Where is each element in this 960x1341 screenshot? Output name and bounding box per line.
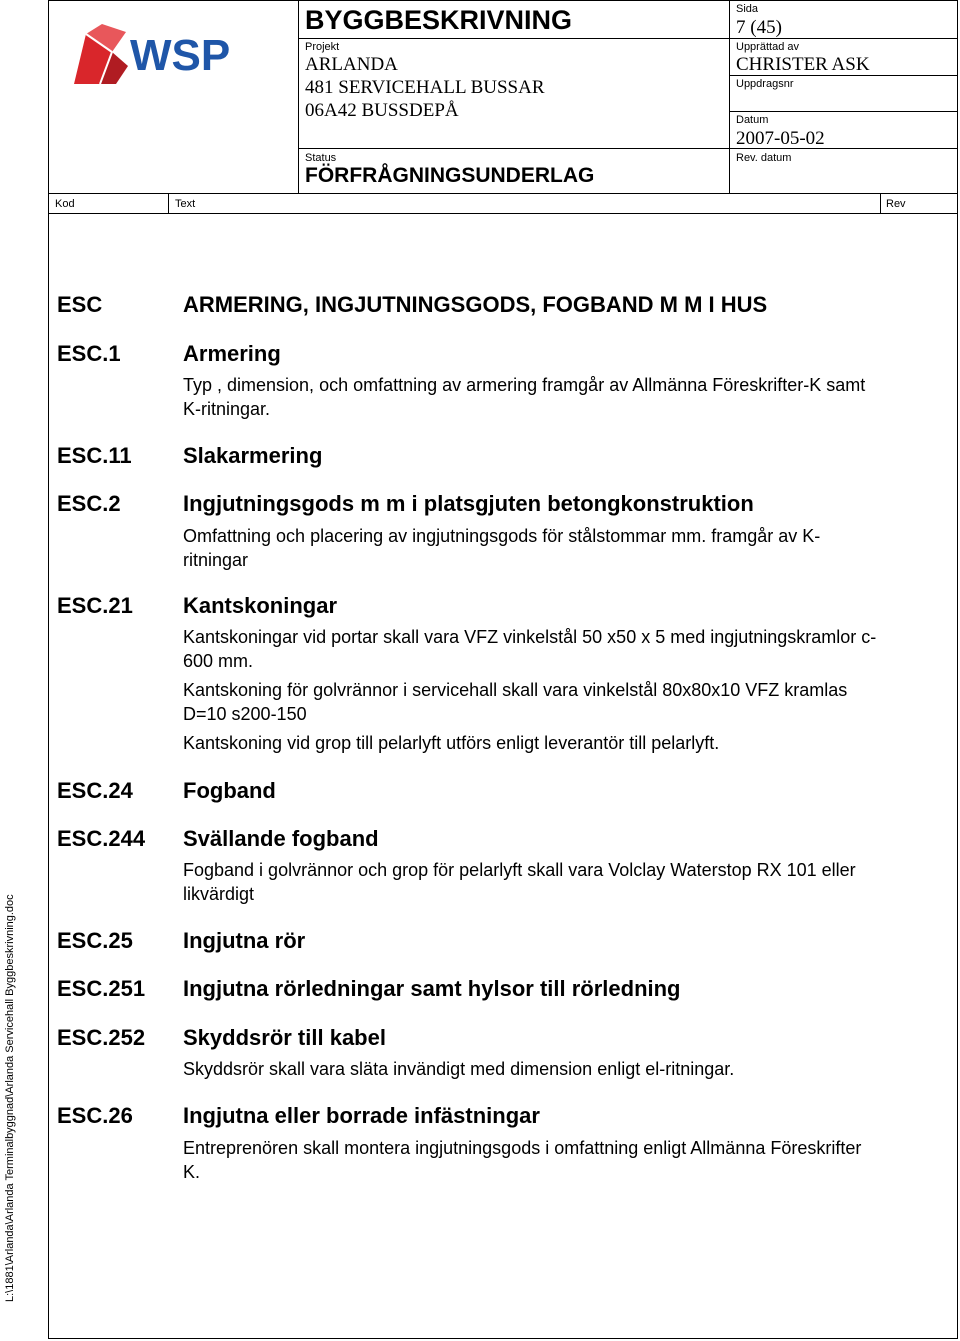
header-divider-right (729, 0, 730, 193)
column-header-rev: Rev (886, 198, 906, 210)
section-paragraph: Fogband i golvrännor och grop för pelarlyft skall vara Volclay Waterstop RX 101 eller likvärdigt (183, 860, 856, 904)
header-bottom-line (48, 193, 958, 194)
header-divider-left (298, 0, 299, 193)
section-heading: Skyddsrör till kabel (183, 1025, 386, 1050)
column-header-line (48, 213, 958, 214)
project-label: Projekt (305, 41, 340, 53)
section-heading: Kantskoningar (183, 593, 338, 618)
section-paragraph: Entreprenören skall montera ingjutningsgods i omfattning enligt Allmänna Föreskrifter K. (183, 1138, 862, 1182)
wsp-logo-icon (72, 22, 262, 88)
section-code: ESC.24 (57, 778, 133, 803)
rev-date-label: Rev. datum (736, 152, 792, 164)
section-paragraph: Kantskoning för golvrännor i servicehall skall vara vinkelstål 80x80x10 VFZ kramlas D=10 s200-150 (183, 680, 848, 724)
column-header-code: Kod (55, 198, 75, 210)
header-line-assignment (729, 111, 957, 112)
section-paragraph: Kantskoningar vid portar skall vara VFZ vinkelstål 50 x50 x 5 med ingjutningskramlor c-600 mm. (183, 627, 877, 671)
date-label: Datum (736, 114, 769, 126)
section-heading: Slakarmering (183, 443, 323, 468)
status-value: FÖRFRÅGNINGSUNDERLAG (305, 164, 595, 187)
section-code: ESC.25 (57, 928, 133, 953)
project-line-3: 06A42 BUSSDEPÅ (305, 100, 459, 121)
status-label: Status (305, 152, 337, 164)
section-code: ESC.26 (57, 1103, 133, 1128)
section-heading: Ingjutna rör (183, 928, 306, 953)
section-heading: Svällande fogband (183, 826, 379, 851)
date-value: 2007-05-02 (736, 128, 825, 149)
logo-text: WSP (130, 31, 231, 80)
document-title: BYGGBESKRIVNING (305, 5, 573, 35)
section-code: ESC (57, 292, 103, 317)
section-code: ESC.251 (57, 976, 146, 1001)
section-code: ESC.252 (57, 1025, 146, 1050)
header-line-status (298, 148, 729, 149)
author-label: Upprättad av (736, 41, 799, 53)
author-value: CHRISTER ASK (736, 54, 870, 75)
section-paragraph: Omfattning och placering av ingjutningsgods för stålstommar mm. framgår av K-ritningar (183, 526, 821, 570)
section-code: ESC.1 (57, 341, 121, 366)
section-heading: Ingjutna rörledningar samt hylsor till rörledning (183, 976, 681, 1001)
section-paragraph: Skyddsrör skall vara släta invändigt med dimension enligt el-ritningar. (183, 1059, 735, 1079)
section-code: ESC.244 (57, 826, 146, 851)
column-header-text: Text (175, 198, 196, 210)
section-code: ESC.2 (57, 491, 121, 516)
section-heading: Armering (183, 341, 281, 366)
column-divider-code (168, 193, 169, 213)
page-value: 7 (45) (736, 17, 782, 38)
file-path: L:\1881\Arlanda\Arlanda Terminalbyggnad\Arlanda Servicehall Byggbeskrivning.doc (4, 894, 16, 1302)
column-divider-rev (880, 193, 881, 213)
project-line-1: ARLANDA (305, 54, 398, 75)
section-paragraph: Kantskoning vid grop till pelarlyft utförs enligt leverantör till pelarlyft. (183, 733, 720, 753)
header-line-title (298, 38, 957, 39)
section-paragraph: Typ , dimension, och omfattning av armering framgår av Allmänna Föreskrifter-K samt K-ritningar. (183, 375, 866, 419)
section-heading: Ingjutningsgods m m i platsgjuten betongkonstruktion (183, 491, 754, 516)
section-heading: Fogband (183, 778, 276, 803)
section-code: ESC.11 (57, 443, 132, 468)
wsp-logo (72, 22, 262, 88)
project-line-2: 481 SERVICEHALL BUSSAR (305, 77, 545, 98)
assignment-label: Uppdragsnr (736, 78, 794, 90)
page-label: Sida (736, 3, 759, 15)
section-code: ESC.21 (57, 593, 133, 618)
section-heading: Ingjutna eller borrade infästningar (183, 1103, 540, 1128)
section-heading: ARMERING, INGJUTNINGSGODS, FOGBAND M M I HUS (183, 292, 768, 317)
